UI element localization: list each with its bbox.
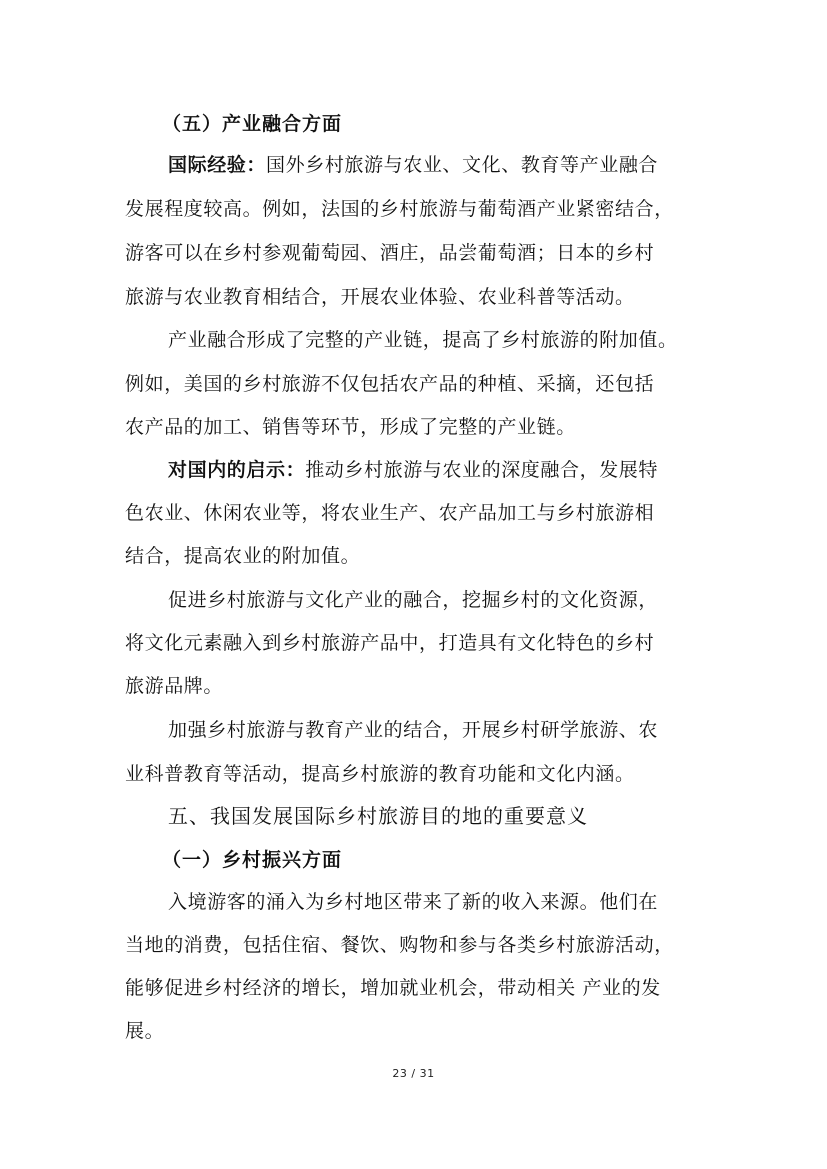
paragraph-line: 旅游品牌。 [125,675,224,697]
subsection-heading-rural-revitalization: （一）乡村振兴方面 [162,849,343,871]
paragraph-line: 产业融合形成了完整的产业链，提高了乡村旅游的附加值。 [168,329,678,351]
paragraph-international-experience-line-1: 国际经验：国外乡村旅游与农业、文化、教育等产业融合 [168,154,659,176]
page-number: 23 / 31 [392,1067,435,1080]
section-heading-industry-integration: （五）产业融合方面 [162,113,343,135]
paragraph-line: 加强乡村旅游与教育产业的结合，开展乡村研学旅游、农 [168,719,659,741]
paragraph-line: 发展程度较高。例如，法国的乡村旅游与葡萄酒产业紧密结合， [125,198,674,220]
paragraph-line: 入境游客的涌入为乡村地区带来了新的收入来源。他们在 [168,891,659,913]
chapter-heading: 五、我国发展国际乡村旅游目的地的重要意义 [168,804,588,828]
paragraph-line: 农产品的加工、销售等环节，形成了完整的产业链。 [125,416,576,438]
paragraph-line: 结合，提高农业的附加值。 [125,545,361,567]
paragraph-line: 旅游与农业教育相结合，开展农业体验、农业科普等活动。 [125,286,635,308]
paragraph-line: 能够促进乡村经济的增长，增加就业机会，带动相关 产业的发 [125,977,661,999]
paragraph-line: 游客可以在乡村参观葡萄园、酒庄，品尝葡萄酒；日本的乡村 [125,242,655,264]
paragraph-line: 色农业、休闲农业等，将农业生产、农产品加工与乡村旅游相 [125,502,655,524]
paragraph-line: 业科普教育等活动，提高乡村旅游的教育功能和文化内涵。 [125,763,635,785]
paragraph-line: 将文化元素融入到乡村旅游产品中，打造具有文化特色的乡村 [125,632,655,654]
label-domestic-implications: 对国内的启示： [168,459,306,481]
paragraph-line: 展。 [125,1020,165,1042]
paragraph-line: 例如，美国的乡村旅游不仅包括农产品的种植、采摘，还包括 [125,373,655,395]
paragraph-line: 促进乡村旅游与文化产业的融合，挖掘乡村的文化资源， [168,589,659,611]
label-international-experience: 国际经验： [168,154,267,176]
paragraph-line: 当地的消费，包括住宿、餐饮、购物和参与各类乡村旅游活动， [125,934,674,956]
paragraph-domestic-implications-line-1: 对国内的启示：推动乡村旅游与农业的深度融合，发展特 [168,459,659,481]
